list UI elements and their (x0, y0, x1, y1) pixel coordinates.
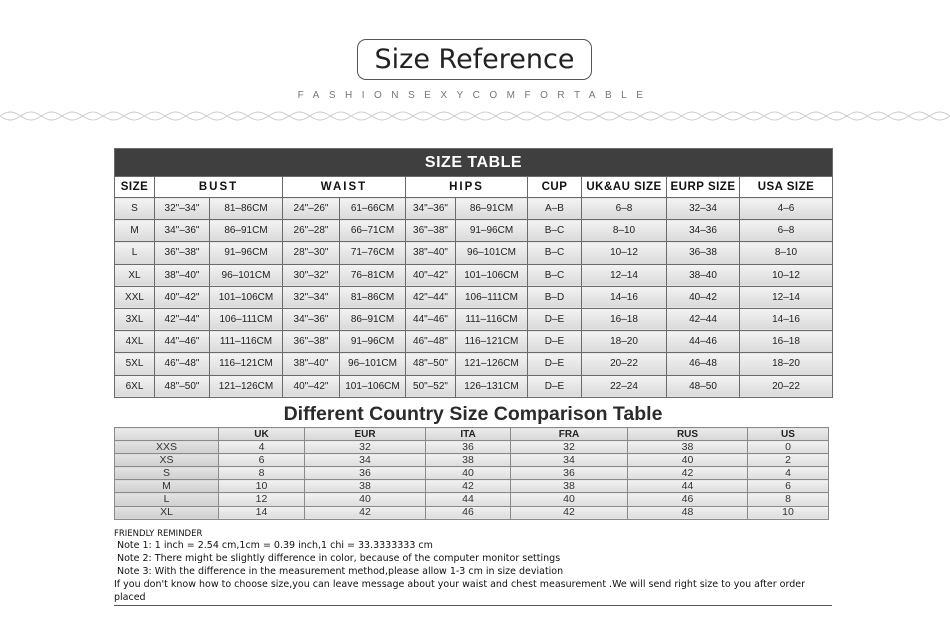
table-cell: 32–34 (667, 198, 740, 220)
table-row (115, 375, 833, 397)
table-cell: 36 (511, 467, 628, 480)
table-cell: 81–86CM (210, 198, 283, 220)
table-cell: 38 (628, 441, 748, 454)
table-row (115, 506, 829, 519)
table-cell: 116–121CM (210, 353, 283, 375)
table-cell: B–C (528, 264, 582, 286)
table-cell: 121–126CM (210, 375, 283, 397)
table-cell: 26"–28" (283, 220, 340, 242)
table-cell: 116–121CM (456, 331, 528, 353)
table-cell: 101–106CM (210, 286, 283, 308)
table-cell: 40"–42" (406, 264, 456, 286)
table-cell: 34"–36" (155, 220, 210, 242)
table-cell: 44 (628, 480, 748, 493)
table-cell: 48 (628, 506, 748, 519)
table-cell: 40 (628, 454, 748, 467)
table-cell: 42 (426, 480, 511, 493)
size-label-cell: 3XL (115, 308, 155, 330)
table-cell: 86–91CM (456, 198, 528, 220)
table-cell: 46–48 (667, 353, 740, 375)
table-cell: 42"–44" (406, 286, 456, 308)
table-cell: 48–50 (667, 375, 740, 397)
size-label-cell: XS (115, 454, 219, 467)
table-cell: 91–96CM (456, 220, 528, 242)
table-cell: 34"–36" (406, 198, 456, 220)
table-cell: 10 (748, 506, 829, 519)
table-row (115, 493, 829, 506)
table-cell: 36 (426, 441, 511, 454)
table-cell: 40"–42" (155, 286, 210, 308)
table-cell: 42 (511, 506, 628, 519)
table-cell: 101–106CM (340, 375, 406, 397)
table-cell: 18–20 (582, 331, 667, 353)
table-cell: 46 (426, 506, 511, 519)
table-cell: 76–81CM (340, 264, 406, 286)
table-cell: 96–101CM (340, 353, 406, 375)
table-cell: 36–38 (667, 242, 740, 264)
table-row (115, 467, 829, 480)
table-cell: 4 (219, 441, 305, 454)
table-cell: 42 (305, 506, 426, 519)
table-cell: 34"–36" (283, 308, 340, 330)
table-cell: D–E (528, 308, 582, 330)
table-cell: 8 (219, 467, 305, 480)
column-header: WAIST (283, 177, 406, 198)
table-cell: 86–91CM (210, 220, 283, 242)
table-cell: 12–14 (582, 264, 667, 286)
table-cell: 16–18 (582, 308, 667, 330)
table-cell: 96–101CM (456, 242, 528, 264)
table-cell: 36"–38" (155, 242, 210, 264)
table-cell: 32 (511, 441, 628, 454)
table-cell: 121–126CM (456, 353, 528, 375)
table-cell: 38"–40" (155, 264, 210, 286)
size-label-cell: 5XL (115, 353, 155, 375)
size-label-cell: M (115, 220, 155, 242)
table-cell: 2 (748, 454, 829, 467)
table-cell: 106–111CM (456, 286, 528, 308)
table-cell: 32"–34" (283, 286, 340, 308)
column-header: UK&AU SIZE (582, 177, 667, 198)
table-cell: 10–12 (582, 242, 667, 264)
table-cell: 10 (219, 480, 305, 493)
table-cell: 46"–48" (155, 353, 210, 375)
table-cell: 6 (219, 454, 305, 467)
table-cell: 50"–52" (406, 375, 456, 397)
size-label-cell: XXL (115, 286, 155, 308)
page-title: Size Reference (357, 39, 592, 80)
table-cell: 40 (305, 493, 426, 506)
comparison-header-row (115, 428, 829, 441)
table-cell: 6 (748, 480, 829, 493)
table-cell: 40 (511, 493, 628, 506)
size-label-cell: S (115, 198, 155, 220)
table-cell: 44 (426, 493, 511, 506)
table-cell: 36"–38" (406, 220, 456, 242)
table-cell: 12 (219, 493, 305, 506)
table-row (115, 308, 833, 330)
table-cell: 40–42 (667, 286, 740, 308)
table-cell: 36 (305, 467, 426, 480)
table-cell: 8 (748, 493, 829, 506)
table-cell: 30"–32" (283, 264, 340, 286)
table-cell: 38"–40" (283, 353, 340, 375)
table-cell: 71–76CM (340, 242, 406, 264)
column-header: US (748, 428, 829, 441)
table-cell: 6–8 (740, 220, 833, 242)
table-cell: B–C (528, 242, 582, 264)
reminder-heading: FRIENDLY REMINDER (114, 529, 203, 539)
table-cell: 24"–26" (283, 198, 340, 220)
table-cell: D–E (528, 375, 582, 397)
table-cell: B–C (528, 220, 582, 242)
table-cell: 0 (748, 441, 829, 454)
table-row (115, 441, 829, 454)
size-table-banner: SIZE TABLE (115, 149, 833, 177)
table-cell: 96–101CM (210, 264, 283, 286)
comparison-title: Different Country Size Comparison Table (283, 403, 663, 425)
table-cell: 4–6 (740, 198, 833, 220)
note-item: Note 3: With the difference in the measurement method,please allow 1-3 cm in size deviation (117, 565, 564, 577)
size-label-cell: M (115, 480, 219, 493)
table-cell: 81–86CM (340, 286, 406, 308)
table-cell: 44–46 (667, 331, 740, 353)
table-row (115, 264, 833, 286)
column-header: HIPS (406, 177, 528, 198)
table-cell: 66–71CM (340, 220, 406, 242)
table-cell: 91–96CM (340, 331, 406, 353)
column-header: FRA (511, 428, 628, 441)
table-cell: 28"–30" (283, 242, 340, 264)
country-comparison-table (114, 427, 829, 520)
table-cell: 14 (219, 506, 305, 519)
table-row (115, 353, 833, 375)
table-cell: 32 (305, 441, 426, 454)
size-label-cell: 4XL (115, 331, 155, 353)
column-header: BUST (155, 177, 283, 198)
note-item: Note 1: 1 inch = 2.54 cm,1cm = 0.39 inch,1 chi = 33.3333333 cm (117, 540, 433, 551)
note-item: Note 2: There might be slightly difference in color, because of the computer monitor settings (117, 552, 561, 564)
size-label-cell: 6XL (115, 375, 155, 397)
table-cell: D–E (528, 331, 582, 353)
column-header: EURP SIZE (667, 177, 740, 198)
table-cell: 38–40 (667, 264, 740, 286)
table-cell: 18–20 (740, 353, 833, 375)
table-cell: 8–10 (582, 220, 667, 242)
size-label-cell: XL (115, 264, 155, 286)
table-cell: 101–106CM (456, 264, 528, 286)
column-header: RUS (628, 428, 748, 441)
size-table (114, 148, 833, 398)
column-header: USA SIZE (740, 177, 833, 198)
decorative-wave-divider (0, 104, 950, 128)
table-cell: 36"–38" (283, 331, 340, 353)
table-cell: A–B (528, 198, 582, 220)
table-cell: 126–131CM (456, 375, 528, 397)
table-cell: 40"–42" (283, 375, 340, 397)
table-cell: 4 (748, 467, 829, 480)
table-row (115, 454, 829, 467)
table-cell: B–D (528, 286, 582, 308)
order-instructions: If you don't know how to choose size,you can leave message about your waist and chest measurement .We will send right size to you after order placed (114, 578, 832, 606)
table-cell: 48"–50" (155, 375, 210, 397)
table-row (115, 331, 833, 353)
table-cell: 42–44 (667, 308, 740, 330)
table-cell: D–E (528, 353, 582, 375)
table-cell: 42 (628, 467, 748, 480)
table-cell: 16–18 (740, 331, 833, 353)
table-cell: 34–36 (667, 220, 740, 242)
table-cell: 38"–40" (406, 242, 456, 264)
table-cell: 38 (426, 454, 511, 467)
table-cell: 44"–46" (155, 331, 210, 353)
table-cell: 46"–48" (406, 331, 456, 353)
column-header: ITA (426, 428, 511, 441)
table-cell: 12–14 (740, 286, 833, 308)
size-label-cell: XXS (115, 441, 219, 454)
table-row (115, 242, 833, 264)
size-label-cell: L (115, 242, 155, 264)
friendly-reminder (114, 528, 832, 606)
table-cell: 38 (305, 480, 426, 493)
table-cell: 61–66CM (340, 198, 406, 220)
table-cell: 20–22 (740, 375, 833, 397)
table-row (115, 198, 833, 220)
table-cell: 48"–50" (406, 353, 456, 375)
size-label-cell: L (115, 493, 219, 506)
table-cell: 32"–34" (155, 198, 210, 220)
table-cell: 111–116CM (210, 331, 283, 353)
column-header: UK (219, 428, 305, 441)
table-cell: 10–12 (740, 264, 833, 286)
table-cell: 14–16 (740, 308, 833, 330)
brand-tagline: FASHIONSEXYCOMFORTABLE (297, 90, 653, 101)
table-cell: 42"–44" (155, 308, 210, 330)
table-row (115, 480, 829, 493)
table-cell: 44"–46" (406, 308, 456, 330)
table-cell: 6–8 (582, 198, 667, 220)
table-cell: 40 (426, 467, 511, 480)
table-row (115, 220, 833, 242)
column-header: CUP (528, 177, 582, 198)
table-cell: 46 (628, 493, 748, 506)
column-header: SIZE (115, 177, 155, 198)
table-row (115, 286, 833, 308)
table-cell: 86–91CM (340, 308, 406, 330)
table-cell: 106–111CM (210, 308, 283, 330)
table-cell: 34 (511, 454, 628, 467)
size-label-cell: S (115, 467, 219, 480)
table-cell: 91–96CM (210, 242, 283, 264)
table-cell: 34 (305, 454, 426, 467)
column-header (115, 428, 219, 441)
table-cell: 8–10 (740, 242, 833, 264)
table-cell: 38 (511, 480, 628, 493)
size-label-cell: XL (115, 506, 219, 519)
table-cell: 14–16 (582, 286, 667, 308)
column-header: EUR (305, 428, 426, 441)
table-cell: 22–24 (582, 375, 667, 397)
table-cell: 20–22 (582, 353, 667, 375)
table-cell: 111–116CM (456, 308, 528, 330)
